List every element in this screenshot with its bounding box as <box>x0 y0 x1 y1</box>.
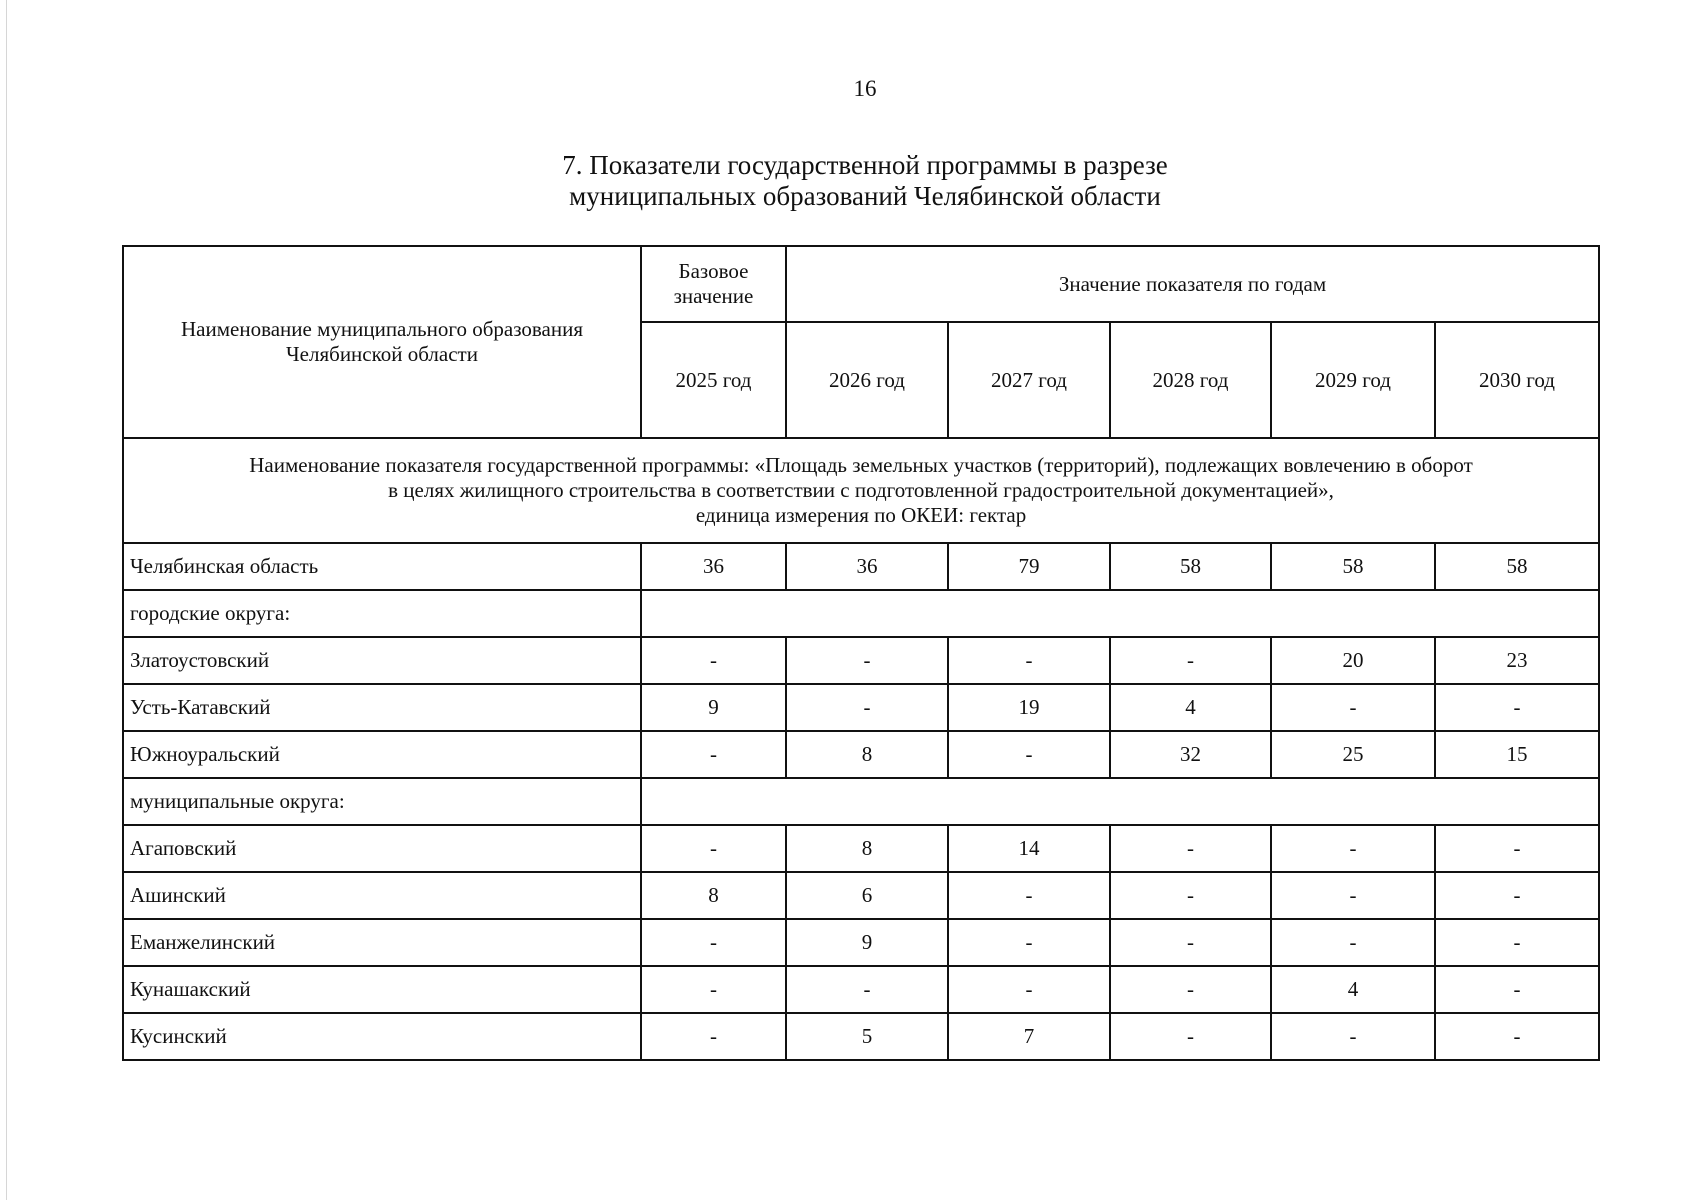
municipality-name: Еманжелинский <box>123 919 641 966</box>
indicator-description <box>123 438 1599 543</box>
year-value-cell: - <box>1110 1013 1271 1060</box>
year-value-cell: - <box>1435 919 1599 966</box>
year-value-cell: - <box>786 637 948 684</box>
table-row <box>123 1013 1599 1060</box>
table-row <box>123 637 1599 684</box>
municipality-name: Ашинский <box>123 872 641 919</box>
header-row-1 <box>123 246 1599 322</box>
title-line-1: 7. Показатели государственной программы в разрезе <box>562 150 1168 180</box>
year-value-cell: 58 <box>1435 543 1599 590</box>
section-row <box>123 778 1599 825</box>
year-value-cell: - <box>1110 872 1271 919</box>
base-value-cell: - <box>641 637 786 684</box>
header-year: 2029 год <box>1271 322 1435 438</box>
year-value-cell: - <box>1435 1013 1599 1060</box>
section-label: городские округа: <box>123 590 641 637</box>
year-value-cell: 5 <box>786 1013 948 1060</box>
year-value-cell: 4 <box>1110 684 1271 731</box>
header-municipality-name: Наименование муниципального образования Челябинской области <box>123 246 641 438</box>
table-row <box>123 919 1599 966</box>
indicator-line-3: единица измерения по ОКЕИ: гектар <box>695 503 1027 527</box>
year-value-cell: - <box>1110 966 1271 1013</box>
table-row <box>123 731 1599 778</box>
year-value-cell: - <box>1435 872 1599 919</box>
year-value-cell: 19 <box>948 684 1110 731</box>
municipality-name: Кунашакский <box>123 966 641 1013</box>
year-value-cell: 79 <box>948 543 1110 590</box>
year-value-cell: - <box>1110 825 1271 872</box>
year-value-cell: - <box>1271 825 1435 872</box>
year-value-cell: - <box>948 872 1110 919</box>
year-value-cell: 58 <box>1271 543 1435 590</box>
year-value-cell: 25 <box>1271 731 1435 778</box>
page-number: 16 <box>853 76 877 101</box>
indicator-line-2: в целях жилищного строительства в соответствии с подготовленной градостроительной документацией», <box>388 478 1334 502</box>
header-year: 2027 год <box>948 322 1110 438</box>
year-value-cell: 20 <box>1271 637 1435 684</box>
header-base-value: Базовое значение <box>641 246 786 322</box>
municipality-name: Южноуральский <box>123 731 641 778</box>
header-values-by-year: Значение показателя по годам <box>786 246 1599 322</box>
base-value-cell: - <box>641 966 786 1013</box>
base-value-cell: 8 <box>641 872 786 919</box>
base-value-cell: - <box>641 919 786 966</box>
year-value-cell: - <box>948 919 1110 966</box>
base-value-cell: - <box>641 825 786 872</box>
year-value-cell: - <box>1435 684 1599 731</box>
header-year: 2026 год <box>786 322 948 438</box>
year-value-cell: - <box>1435 966 1599 1013</box>
year-value-cell: - <box>1271 1013 1435 1060</box>
document-title <box>0 150 1698 212</box>
year-value-cell: - <box>1110 637 1271 684</box>
year-value-cell: 32 <box>1110 731 1271 778</box>
section-row <box>123 590 1599 637</box>
table-row <box>123 966 1599 1013</box>
year-value-cell: - <box>1271 684 1435 731</box>
base-value-cell: - <box>641 731 786 778</box>
title-line-2: муниципальных образований Челябинской области <box>569 181 1161 211</box>
year-value-cell: 8 <box>786 731 948 778</box>
municipality-name: Челябинская область <box>123 543 641 590</box>
year-value-cell: 4 <box>1271 966 1435 1013</box>
year-value-cell: 58 <box>1110 543 1271 590</box>
indicator-row <box>123 438 1599 543</box>
base-value-cell: 36 <box>641 543 786 590</box>
year-value-cell: 36 <box>786 543 948 590</box>
year-value-cell: - <box>948 637 1110 684</box>
header-year: 2028 год <box>1110 322 1271 438</box>
year-value-cell: 6 <box>786 872 948 919</box>
municipality-name: Агаповский <box>123 825 641 872</box>
indicator-line-1: Наименование показателя государственной программы: «Площадь земельных участков (территорий), подлежащих вовлечению в оборот <box>249 453 1473 477</box>
year-value-cell: - <box>1271 919 1435 966</box>
table-row <box>123 543 1599 590</box>
year-value-cell: 7 <box>948 1013 1110 1060</box>
year-value-cell: - <box>1435 825 1599 872</box>
section-empty-cell <box>641 590 1599 637</box>
municipality-name: Кусинский <box>123 1013 641 1060</box>
section-label: муниципальные округа: <box>123 778 641 825</box>
year-value-cell: - <box>948 966 1110 1013</box>
year-value-cell: 23 <box>1435 637 1599 684</box>
table-row <box>123 825 1599 872</box>
year-value-cell: - <box>786 684 948 731</box>
year-value-cell: - <box>948 731 1110 778</box>
year-value-cell: 9 <box>786 919 948 966</box>
base-value-cell: - <box>641 1013 786 1060</box>
base-value-cell: 9 <box>641 684 786 731</box>
indicators-table <box>122 245 1600 1061</box>
section-empty-cell <box>641 778 1599 825</box>
header-year: 2030 год <box>1435 322 1599 438</box>
municipality-name: Усть-Катавский <box>123 684 641 731</box>
table-row <box>123 684 1599 731</box>
header-year-base: 2025 год <box>641 322 786 438</box>
table-row <box>123 872 1599 919</box>
year-value-cell: 14 <box>948 825 1110 872</box>
year-value-cell: - <box>786 966 948 1013</box>
year-value-cell: 8 <box>786 825 948 872</box>
year-value-cell: - <box>1271 872 1435 919</box>
year-value-cell: - <box>1110 919 1271 966</box>
municipality-name: Златоустовский <box>123 637 641 684</box>
year-value-cell: 15 <box>1435 731 1599 778</box>
